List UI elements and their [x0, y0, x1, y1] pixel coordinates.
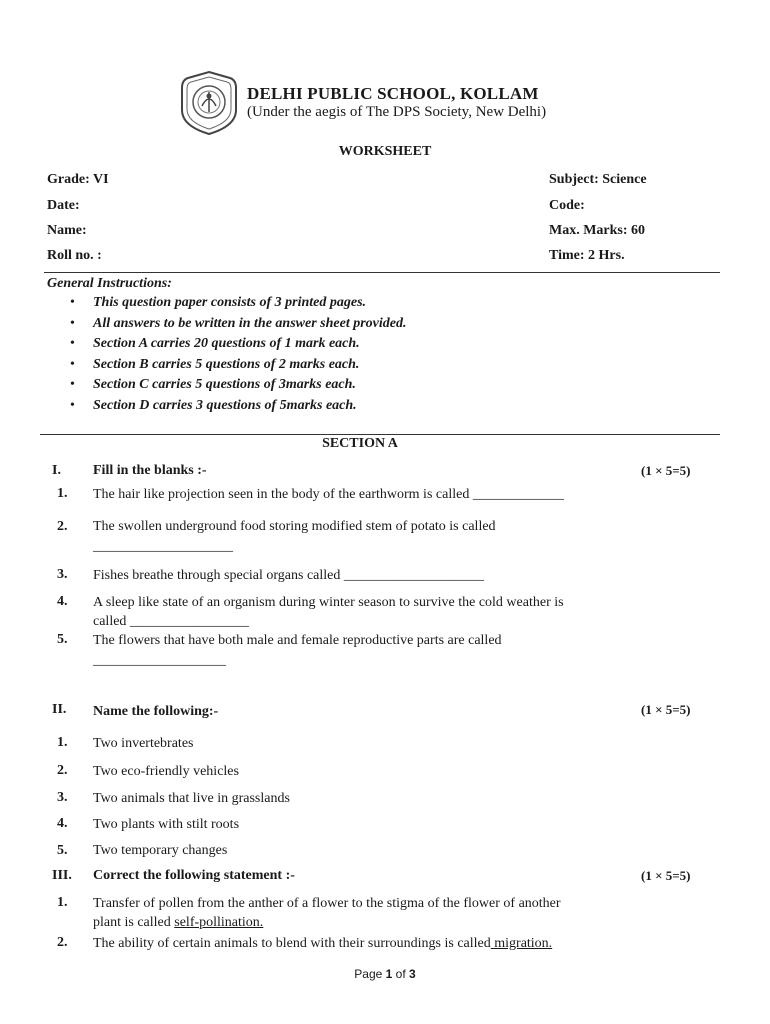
question-text: Two eco-friendly vehicles [93, 764, 239, 779]
question-text: Two temporary changes [93, 843, 228, 858]
question-text: Two animals that live in grasslands [93, 791, 290, 806]
instruction-item: Section A carries 20 questions of 1 mark each. [93, 336, 360, 351]
question-text [93, 934, 653, 953]
question-number: 2. [57, 763, 68, 778]
question-text: The hair like projection seen in the body of the earthworm is called _____________ [93, 487, 564, 502]
underlined-term: self-pollination. [174, 915, 264, 930]
of-word: of [395, 967, 406, 981]
question-number: 1. [57, 486, 68, 501]
code-field: Code: [549, 198, 585, 213]
question-text: The flowers that have both male and female reproductive parts are called [93, 633, 502, 648]
question-text: Two invertebrates [93, 736, 194, 751]
part-marks: (1 × 5=5) [641, 702, 691, 717]
question-text-continued [93, 913, 623, 932]
part-marks: (1 × 5=5) [641, 868, 691, 883]
question-number: 3. [57, 567, 68, 582]
question-number: 4. [57, 594, 68, 609]
instruction-item: This question paper consists of 3 printed pages. [93, 295, 367, 310]
underlined-term: migration. [490, 936, 553, 951]
worksheet-title: WORKSHEET [338, 144, 432, 159]
bullet-icon: • [70, 377, 75, 392]
header-divider [44, 272, 720, 273]
page-number: 1 [385, 967, 393, 981]
section-divider [40, 434, 720, 435]
part-marks: (1 × 5=5) [641, 463, 691, 478]
max-marks-field: Max. Marks: 60 [549, 223, 646, 238]
question-number: 4. [57, 816, 68, 831]
answer-blank: called _________________ [93, 614, 249, 629]
page-total: 3 [409, 967, 416, 981]
part-heading: Fill in the blanks :- [93, 463, 207, 478]
question-text: Fishes breathe through special organs called ____________________ [93, 568, 484, 583]
question-number: 1. [57, 735, 68, 750]
name-field: Name: [47, 223, 87, 238]
question-number: 5. [57, 843, 68, 858]
question-number: 1. [57, 895, 68, 910]
part-number: I. [52, 463, 61, 478]
question-number: 2. [57, 935, 68, 950]
answer-blank: ___________________ [93, 653, 226, 668]
instruction-item: Section D carries 3 questions of 5marks each. [93, 398, 357, 413]
part-number: III. [52, 868, 72, 883]
question-text: Transfer of pollen from the anther of a flower to the stigma of the flower of another [93, 896, 561, 911]
part-number: II. [52, 702, 67, 717]
question-number: 3. [57, 790, 68, 805]
question-text-part: The ability of certain animals to blend with their surroundings is called [93, 936, 491, 951]
bullet-icon: • [70, 295, 75, 310]
instructions-title: General Instructions: [47, 276, 172, 291]
instruction-item: All answers to be written in the answer sheet provided. [93, 316, 407, 331]
question-text-part: plant is called [93, 915, 175, 930]
question-number: 2. [57, 519, 68, 534]
instruction-item: Section C carries 5 questions of 3marks each. [93, 377, 356, 392]
school-subtitle: (Under the aegis of The DPS Society, New Delhi) [247, 104, 547, 120]
bullet-icon: • [70, 336, 75, 351]
bullet-icon: • [70, 398, 75, 413]
bullet-icon: • [70, 357, 75, 372]
section-a-title: SECTION A [322, 436, 398, 451]
school-name: DELHI PUBLIC SCHOOL, KOLLAM [247, 84, 539, 103]
grade-field: Grade: VI [47, 172, 109, 187]
question-text: Two plants with stilt roots [93, 817, 240, 832]
question-text: A sleep like state of an organism during winter season to survive the cold weather is [93, 595, 564, 610]
roll-no-field: Roll no. : [47, 248, 102, 263]
part-heading: Correct the following statement :- [93, 868, 295, 883]
question-number: 5. [57, 632, 68, 647]
school-logo [178, 70, 240, 136]
instruction-item: Section B carries 5 questions of 2 marks each. [93, 357, 360, 372]
part-heading: Name the following:- [93, 704, 219, 719]
time-field: Time: 2 Hrs. [549, 248, 625, 263]
bullet-icon: • [70, 316, 75, 331]
page-word: Page [354, 967, 383, 981]
answer-blank: ____________________ [93, 539, 233, 554]
question-text: The swollen underground food storing modified stem of potato is called [93, 519, 496, 534]
date-field: Date: [47, 198, 80, 213]
page-footer [0, 967, 770, 981]
subject-field: Subject: Science [549, 172, 647, 187]
